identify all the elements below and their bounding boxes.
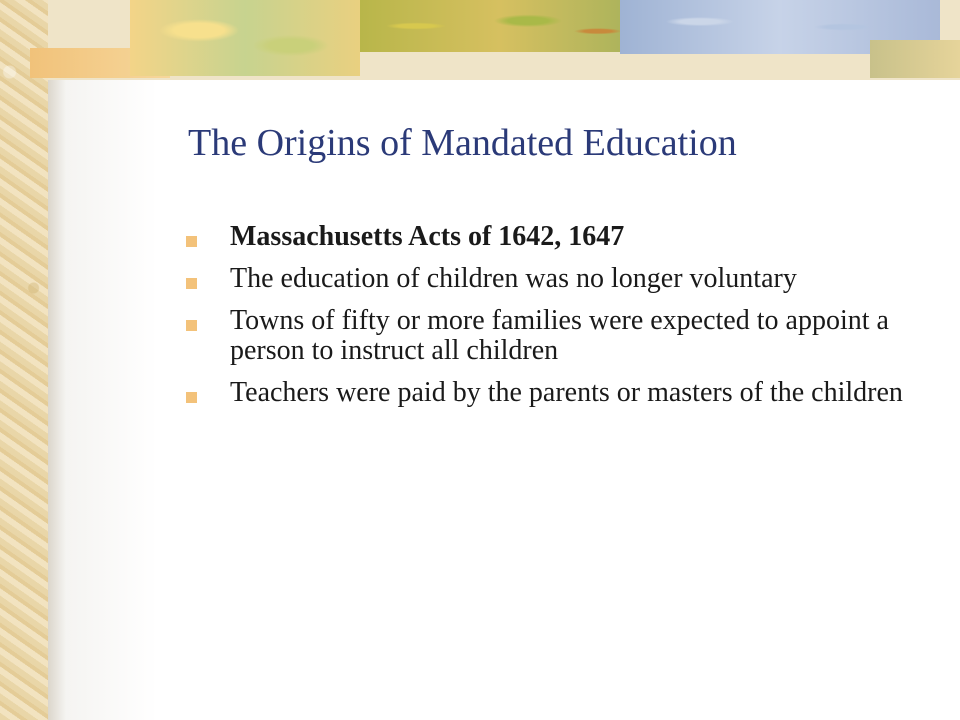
- bullet-text: Massachusetts Acts of 1642, 1647: [230, 221, 625, 252]
- square-bullet-icon: [186, 392, 197, 403]
- banner-segment: [130, 0, 360, 76]
- left-texture-border: [0, 0, 48, 720]
- bullet-item: [186, 378, 916, 408]
- bullet-item: [186, 306, 916, 366]
- slide-title: The Origins of Mandated Education: [188, 122, 737, 164]
- bullet-text: Teachers were paid by the parents or masters of the children: [230, 377, 903, 408]
- banner-segment: [870, 40, 960, 78]
- top-banner-image: [30, 0, 960, 82]
- bullet-list: [186, 222, 916, 420]
- bullet-text: The education of children was no longer voluntary: [230, 263, 797, 294]
- bullet-item: [186, 264, 916, 294]
- square-bullet-icon: [186, 320, 197, 331]
- banner-segment: [360, 0, 640, 52]
- bullet-text: Towns of fifty or more families were expected to appoint a person to instruct all children: [230, 305, 889, 366]
- bullet-item: [186, 222, 916, 252]
- square-bullet-icon: [186, 236, 197, 247]
- square-bullet-icon: [186, 278, 197, 289]
- panel-shadow: [48, 80, 66, 720]
